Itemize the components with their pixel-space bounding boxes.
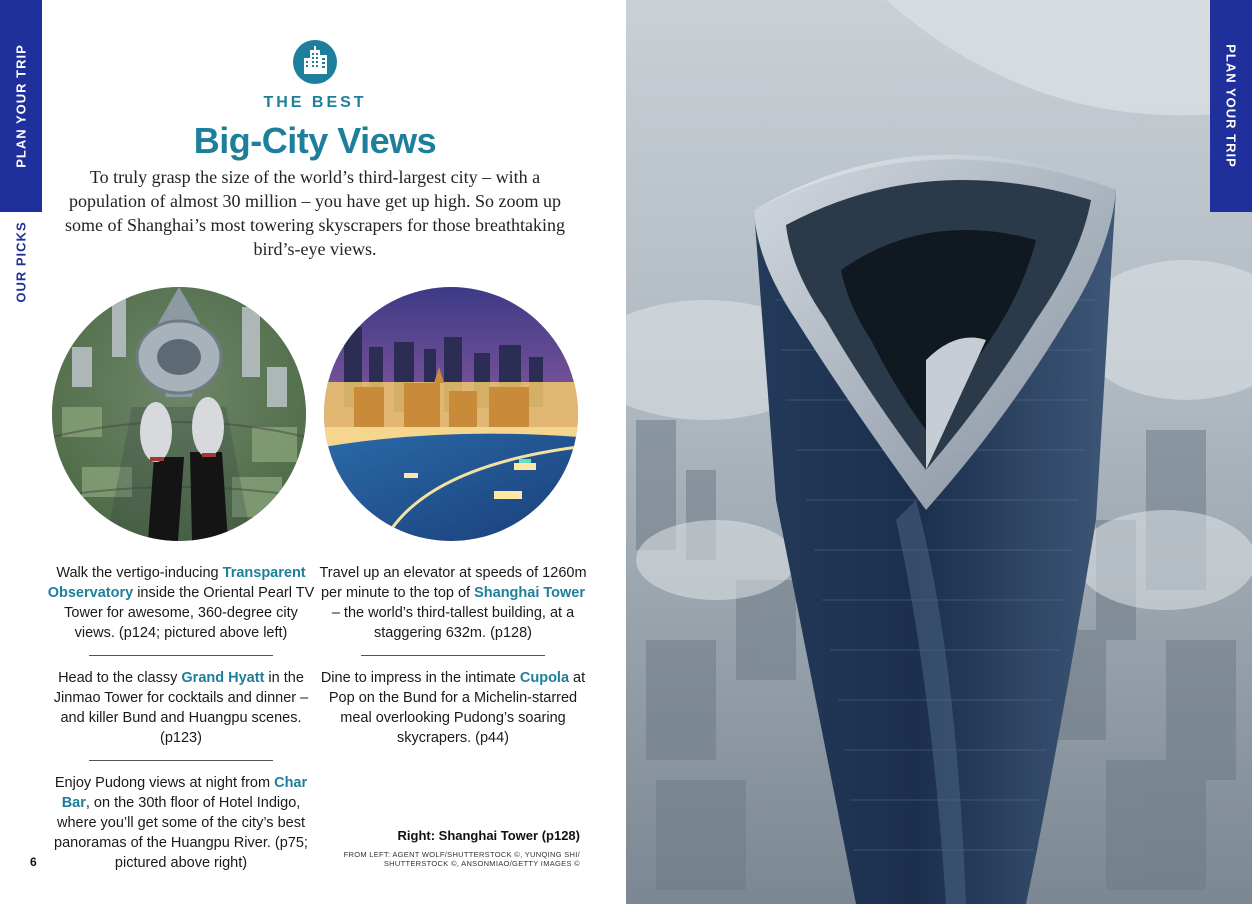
- pick-transparent-observatory: Walk the vertigo-inducing Transparent Observatory inside the Oriental Pearl TV Tower for awesome, 360-degree city views. (p124; pictured above left): [47, 565, 315, 641]
- pick-shanghai-tower: Travel up an elevator at speeds of 1260m per minute to the top of Shanghai Tower – the world’s third-tallest building, at a staggering 632m. (p128): [319, 565, 587, 641]
- divider: [361, 655, 545, 656]
- kicker-the-best: THE BEST: [263, 94, 367, 111]
- shanghai-tower-link[interactable]: Shanghai Tower: [474, 585, 586, 601]
- grand-hyatt-link[interactable]: Grand Hyatt: [181, 670, 265, 686]
- transparent-observatory-link[interactable]: Transparent Observatory: [47, 565, 306, 601]
- plan-your-trip-tab-left[interactable]: [0, 0, 42, 212]
- divider: [89, 760, 273, 761]
- our-picks-text: OUR PICKS: [13, 221, 29, 303]
- divider: [89, 655, 273, 656]
- skyscraper-icon: [293, 40, 337, 84]
- page-number: 6: [30, 855, 37, 869]
- photo-credits: FROM LEFT: AGENT WOLF/SHUTTERSTOCK ©, YUNQING SHI/ SHUTTERSTOCK ©, ANSONMIAO/GETTY IMAGES ©: [343, 850, 580, 868]
- photo-caption: Right: Shanghai Tower (p128): [397, 828, 580, 843]
- plan-your-trip-tab-right[interactable]: [1210, 0, 1252, 212]
- our-picks-label: [0, 212, 42, 312]
- right-page: [626, 0, 1252, 904]
- pick-cupola: Dine to impress in the intimate Cupola at Pop on the Bund for a Michelin-starred meal overlooking Pudong’s soaring skycrapers. (p44): [320, 670, 586, 746]
- pick-grand-hyatt: Head to the classy Grand Hyatt in the Jinmao Tower for cocktails and dinner – and killer Bund and Huangpu scenes. (p123): [53, 670, 309, 746]
- intro-paragraph: To truly grasp the size of the world’s third-largest city – with a population of almost 30 million – you have get up high. So zoom up some of Shanghai’s most towering skyscrapers for those breathtaking bird’s-eye views.: [65, 167, 565, 259]
- plan-your-trip-label-right: PLAN YOUR TRIP: [1223, 44, 1239, 168]
- cupola-link[interactable]: Cupola: [519, 670, 570, 686]
- char-bar-link[interactable]: Char Bar: [61, 775, 308, 811]
- shanghai-tower-photo: [626, 0, 1252, 904]
- plan-your-trip-label-left: PLAN YOUR TRIP: [13, 44, 29, 168]
- picks-column-left: [46, 563, 316, 873]
- picks-column-right: [318, 563, 588, 748]
- pick-char-bar: Enjoy Pudong views at night from Char Bar, on the 30th floor of Hotel Indigo, where you’ll get some of the city’s best panoramas of the Huangpu River. (p75; pictured above right): [54, 775, 308, 871]
- page-title: Big-City Views: [193, 120, 437, 161]
- transparent-observatory-photo: [52, 287, 306, 541]
- bund-night-photo: [324, 287, 578, 541]
